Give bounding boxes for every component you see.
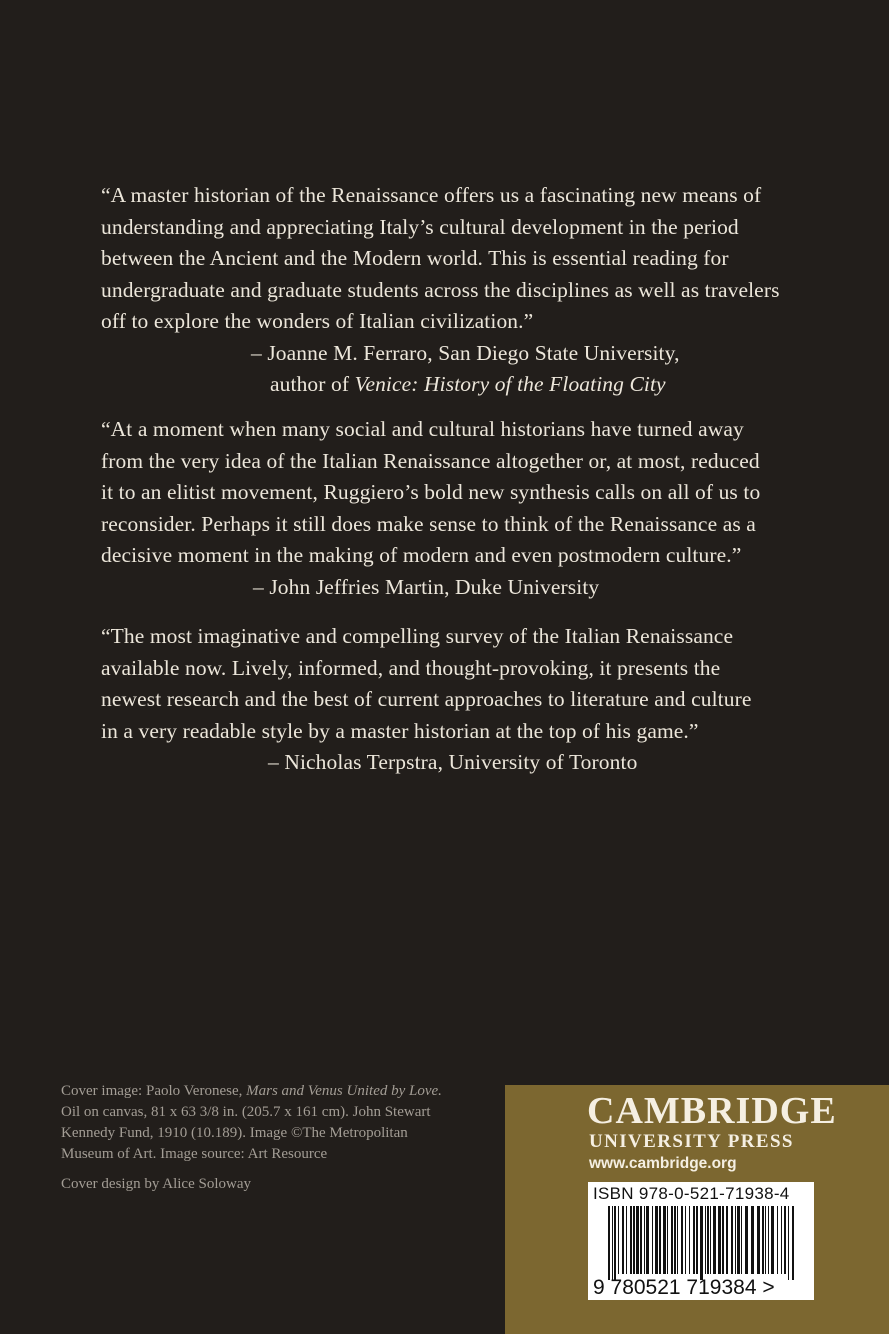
barcode-bar [685, 1206, 686, 1274]
barcode-bar [618, 1206, 619, 1274]
barcode-bar [757, 1206, 760, 1274]
barcode-bar [652, 1206, 653, 1274]
barcode-bar [735, 1206, 736, 1274]
cover-credits [61, 1081, 481, 1195]
barcode-bar [745, 1206, 748, 1274]
quote-attribution: – Nicholas Terpstra, University of Toronto [268, 750, 638, 774]
barcode-bar [681, 1206, 683, 1274]
credit-line: Oil on canvas, 81 x 63 3/8 in. (205.7 x 161 cm). John Stewart [61, 1104, 431, 1120]
attribution-prefix: author of [270, 372, 355, 396]
cover-designer: Cover design by Alice Soloway [61, 1176, 251, 1192]
barcode-bar [707, 1206, 709, 1274]
quote-line: “The most imaginative and compelling survey of the Italian Renaissance [101, 624, 734, 648]
barcode-bar [777, 1206, 778, 1274]
barcode-bar [713, 1206, 716, 1274]
barcode-bar [710, 1206, 711, 1274]
barcode-bar [768, 1206, 769, 1274]
barcode-bar [655, 1206, 658, 1274]
barcode-bar [633, 1206, 635, 1274]
barcode-bar [630, 1206, 632, 1274]
barcode-bar [696, 1206, 698, 1274]
barcode-bar [718, 1206, 721, 1274]
publisher-subtitle: UNIVERSITY PRESS [589, 1131, 794, 1152]
quote-line: decisive moment in the making of modern and even postmodern culture.” [101, 543, 742, 567]
credit-line: Kennedy Fund, 1910 (10.189). Image ©The Metropolitan [61, 1125, 408, 1141]
barcode-bar [608, 1206, 610, 1280]
quote-line: undergraduate and graduate students across the disciplines as well as travelers [101, 277, 780, 302]
barcode-bar [737, 1206, 740, 1274]
barcode-bar [626, 1206, 627, 1274]
barcode-bar [722, 1206, 724, 1274]
credit-line: Museum of Art. Image source: Art Resource [61, 1146, 328, 1162]
barcode [588, 1182, 814, 1300]
barcode-bar [765, 1206, 766, 1274]
barcode-bar [663, 1206, 666, 1274]
quote-line: off to explore the wonders of Italian civilization.” [101, 309, 534, 333]
quote-line: in a very readable style by a master historian at the top of his game.” [101, 718, 699, 743]
barcode-bar [667, 1206, 668, 1274]
quote-attribution: – Joanne M. Ferraro, San Diego State University, [251, 340, 680, 365]
quote-line: from the very idea of the Italian Renaissance altogether or, at most, reduced [101, 448, 760, 473]
quote-terpstra [101, 621, 801, 779]
quote-attribution: – John Jeffries Martin, Duke University [253, 574, 600, 599]
barcode-bar [677, 1206, 678, 1274]
barcode-bar [726, 1206, 728, 1274]
barcode-bar [741, 1206, 742, 1274]
barcode-bar [731, 1206, 733, 1274]
isbn-label: ISBN 978-0-521-71938-4 [593, 1184, 790, 1203]
credit-prefix: Cover image: Paolo Veronese, [61, 1083, 247, 1099]
barcode-bar [792, 1206, 794, 1280]
barcode-bar [762, 1206, 764, 1274]
quote-martin [101, 414, 801, 603]
publisher-url: www.cambridge.org [589, 1155, 737, 1172]
barcode-bar [771, 1206, 774, 1274]
barcode-bar [781, 1206, 782, 1274]
quote-ferraro [101, 180, 801, 401]
quote-line: “At a moment when many social and cultural historians have turned away [101, 417, 744, 441]
barcode-bar [671, 1206, 673, 1274]
quote-attribution-work [101, 369, 801, 401]
credit-line [61, 1081, 481, 1102]
barcode-bar [689, 1206, 690, 1274]
barcode-bar [640, 1206, 642, 1274]
quote-line: it to an elitist movement, Ruggiero’s bold new synthesis calls on all of us to [101, 480, 761, 504]
quote-line: available now. Lively, informed, and thought-provoking, it presents the [101, 655, 721, 680]
barcode-digits: 9 780521 719384 > [593, 1276, 775, 1299]
barcode-bar [614, 1206, 616, 1280]
barcode-bar [659, 1206, 661, 1274]
barcode-bar [788, 1206, 789, 1280]
quote-line: reconsider. Perhaps it still does make sense to think of the Renaissance as a [101, 511, 756, 536]
barcode-bar [784, 1206, 786, 1274]
publisher-block [505, 1085, 889, 1334]
barcode-bar [612, 1206, 613, 1280]
barcode-bar [644, 1206, 645, 1274]
quote-line: “A master historian of the Renaissance offers us a fascinating new means of [101, 183, 762, 207]
book-title: Venice: History of the Floating City [354, 372, 666, 396]
quote-line: between the Ancient and the Modern world. This is essential reading for [101, 246, 729, 270]
barcode-bar [693, 1206, 695, 1274]
artwork-title: Mars and Venus United by Love. [246, 1083, 442, 1099]
barcode-bar [700, 1206, 703, 1280]
barcode-bar [751, 1206, 754, 1274]
quote-line: understanding and appreciating Italy’s cultural development in the period [101, 214, 739, 239]
barcode-bar [622, 1206, 624, 1274]
barcode-bar [646, 1206, 649, 1274]
publisher-name: CAMBRIDGE [587, 1090, 837, 1132]
barcode-bar [636, 1206, 639, 1274]
barcode-bar [674, 1206, 676, 1274]
barcode-bar [705, 1206, 706, 1274]
quote-line: newest research and the best of current approaches to literature and culture [101, 687, 752, 711]
